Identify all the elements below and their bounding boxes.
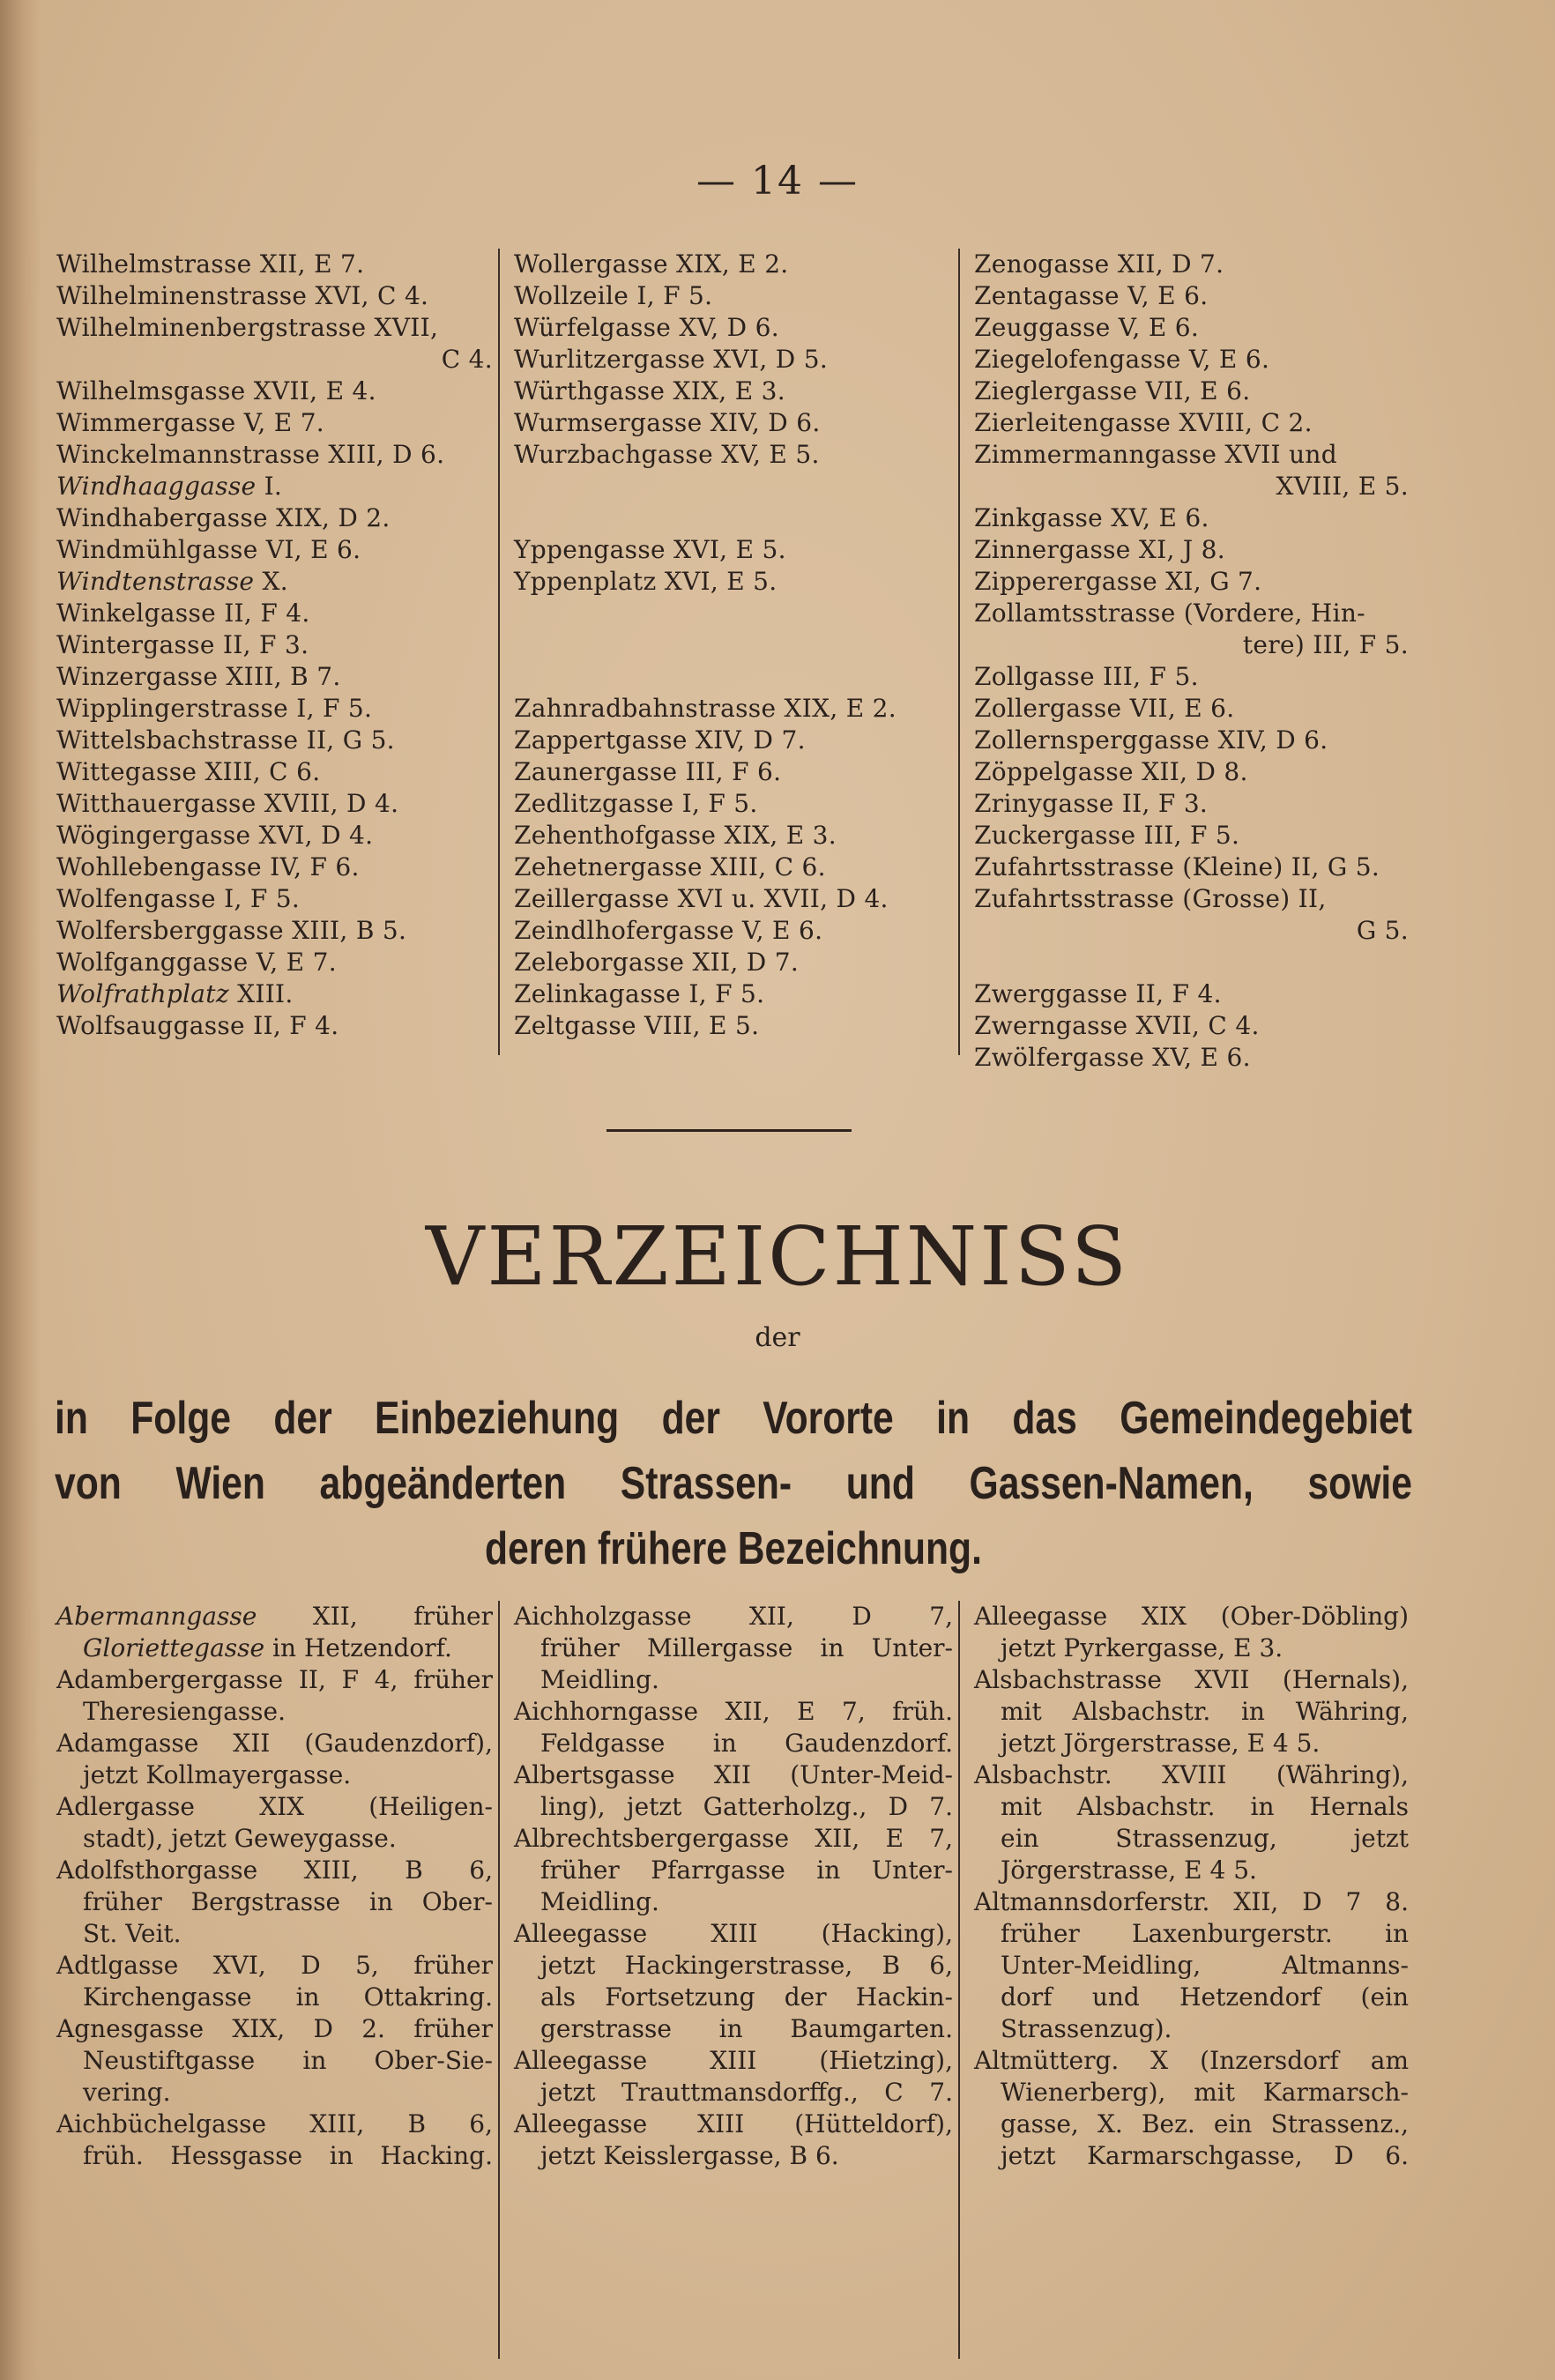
renamed-entry-line: mit Alsbachstr. in Hernals	[1001, 1792, 1409, 1821]
renamed-entry-line: St. Veit.	[83, 1919, 182, 1948]
renamed-entry-line: Agnesgasse XIX, D 2. früher	[56, 2014, 493, 2043]
index-entry: Windhabergasse XIX, D 2.	[56, 503, 391, 532]
renamed-entry-line: dorf und Hetzendorf (ein	[1001, 1982, 1409, 2012]
subtitle-line: deren frühere Bezeichnung.	[485, 1523, 982, 1574]
section-divider	[606, 1129, 852, 1132]
renamed-entry-line: Gloriettegasse in Hetzendorf.	[83, 1633, 452, 1662]
index-entry: C 4.	[441, 345, 493, 374]
renamed-entry-line: jetzt Kollmayergasse.	[83, 1760, 352, 1789]
index-entry: Zeuggasse V, E 6.	[974, 313, 1200, 342]
index-entry: Zufahrtsstrasse (Grosse) II,	[974, 884, 1327, 913]
renamed-entry-line: Theresiengasse.	[83, 1697, 286, 1726]
italic-street-name: Gloriettegasse	[83, 1633, 265, 1662]
renamed-entry-line: Aichhorngasse XII, E 7, früh.	[514, 1697, 953, 1726]
italic-street-name: Abermanngasse	[56, 1602, 257, 1631]
renamed-entry-line: Alleegasse XIII (Hütteldorf),	[514, 2109, 953, 2138]
index-entry: Yppengasse XVI, E 5.	[514, 535, 786, 564]
index-spacer	[514, 661, 953, 693]
index-entry: Wittegasse XIII, C 6.	[56, 757, 321, 786]
index-entry: Wimmergasse V, E 7.	[56, 408, 325, 437]
index-entry: Ziegelofengasse V, E 6.	[974, 345, 1270, 374]
renamed-entry-line: Adtlgasse XVI, D 5, früher	[56, 1951, 493, 1980]
renamed-entry-line: ling), jetzt Gatterholzg., D 7.	[540, 1792, 953, 1821]
renamed-entry-line: früher Pfarrgasse in Unter-	[540, 1856, 953, 1885]
index-spacer	[514, 629, 953, 661]
index-entry: Wurmsergasse XIV, D 6.	[514, 408, 821, 437]
index-entry: Zipperergasse XI, G 7.	[974, 567, 1262, 596]
subtitle-line: in Folge der Einbeziehung der Vororte in das Gemeindegebiet	[55, 1393, 1412, 1444]
renamed-entry-line: Alsbachstr. XVIII (Währing),	[974, 1760, 1409, 1789]
renamed-column-2	[498, 1601, 958, 2359]
renamed-entry-line: mit Alsbachstr. in Währing,	[1001, 1697, 1409, 1726]
section-subtitle	[55, 1386, 1412, 1581]
renamed-entry-line: Abermanngasse XII, früher	[56, 1602, 493, 1631]
index-entry: Zwerggasse II, F 4.	[974, 979, 1222, 1008]
index-entry: Yppenplatz XVI, E 5.	[514, 567, 778, 596]
renamed-entry-line: jetzt Karmarschgasse, D 6.	[1001, 2141, 1409, 2170]
index-entry: Wipplingerstrasse I, F 5.	[56, 694, 373, 723]
index-entry: Wollergasse XIX, E 2.	[514, 249, 789, 279]
index-entry: Zeillergasse XVI u. XVII, D 4.	[514, 884, 889, 913]
index-entry: Wögingergasse XVI, D 4.	[56, 821, 374, 850]
renamed-entry-line: jetzt Pyrkergasse, E 3.	[1001, 1633, 1283, 1662]
index-entry: Zedlitzgasse I, F 5.	[514, 789, 758, 818]
index-entry: Windtenstrasse X.	[56, 567, 288, 596]
index-entry: tere) III, F 5.	[1242, 630, 1409, 659]
index-entry: Wohllebengasse IV, F 6.	[56, 852, 360, 881]
page-number: — 14 —	[696, 159, 859, 204]
renamed-entry-line: Neustiftgasse in Ober-Sie-	[83, 2046, 493, 2075]
index-entry: Zierleitengasse XVIII, C 2.	[974, 408, 1313, 437]
index-entry: Wurlitzergasse XVI, D 5.	[514, 345, 829, 374]
index-entry: Zentagasse V, E 6.	[974, 281, 1209, 310]
italic-street-name: Wolfrathplatz	[56, 979, 229, 1008]
index-spacer	[514, 471, 953, 502]
renamed-entry-line: jetzt Jörgerstrasse, E 4 5.	[1001, 1729, 1321, 1758]
renamed-entry-line: ein Strassenzug, jetzt	[1001, 1824, 1409, 1853]
index-entry: Zehenthofgasse XIX, E 3.	[514, 821, 837, 850]
renamed-entry-line: Kirchengasse in Ottakring.	[83, 1982, 493, 2012]
renamed-entry-line: jetzt Trauttmansdorffg., C 7.	[540, 2078, 953, 2107]
index-entry: Witthauergasse XVIII, D 4.	[56, 789, 399, 818]
index-entry: Wolfrathplatz XIII.	[56, 979, 294, 1008]
renamed-entry-line: Adamgasse XII (Gaudenzdorf),	[56, 1729, 493, 1758]
renamed-entry-line: Unter-Meidling, Altmanns-	[1001, 1951, 1409, 1980]
index-entry: Winzergasse XIII, B 7.	[56, 662, 341, 691]
index-entry: Zollgasse III, F 5.	[974, 662, 1199, 691]
index-entry: Würthgasse XIX, E 3.	[514, 376, 785, 405]
section-title: VERZEICHNISS	[425, 1209, 1130, 1304]
index-entry: Wolfersberggasse XIII, B 5.	[56, 916, 407, 945]
renamed-entry-line: früher Laxenburgerstr. in	[1001, 1919, 1409, 1948]
renamed-entry-line: Wienerberg), mit Karmarsch-	[1001, 2078, 1409, 2107]
index-entry: Zrinygasse II, F 3.	[974, 789, 1209, 818]
index-entry: Zufahrtsstrasse (Kleine) II, G 5.	[974, 852, 1380, 881]
renamed-entry-line: Albertsgasse XII (Unter-Meid-	[514, 1760, 953, 1789]
index-entry: Wolfsauggasse II, F 4.	[56, 1011, 339, 1040]
index-entry: Winckelmannstrasse XIII, D 6.	[56, 440, 445, 469]
renamed-entry-line: Aichholzgasse XII, D 7,	[514, 1602, 953, 1631]
renamed-entry-line: gasse, X. Bez. ein Strassenz.,	[1001, 2109, 1409, 2138]
renamed-entry-line: Meidling.	[540, 1887, 659, 1916]
index-spacer	[514, 598, 953, 629]
index-entry: Wilhelmsgasse XVII, E 4.	[56, 376, 376, 405]
renamed-entry-line: gerstrasse in Baumgarten.	[540, 2014, 953, 2043]
index-entry: Wolfganggasse V, E 7.	[56, 948, 337, 977]
index-entry: Wittelsbachstrasse II, G 5.	[56, 725, 395, 755]
index-entry: Zahnradbahnstrasse XIX, E 2.	[514, 694, 897, 723]
renamed-entry-line: jetzt Keisslergasse, B 6.	[540, 2141, 839, 2170]
index-column-3	[958, 249, 1414, 1072]
renamed-entry-line: Alsbachstrasse XVII (Hernals),	[974, 1665, 1409, 1694]
index-entry: Zollergasse VII, E 6.	[974, 694, 1235, 723]
renamed-entry-line: Adlergasse XIX (Heiligen-	[56, 1792, 493, 1821]
index-entry: G 5.	[1356, 916, 1409, 945]
index-entry: Wilhelminenbergstrasse XVII,	[56, 313, 439, 342]
index-entry: Zelinkagasse I, F 5.	[514, 979, 765, 1008]
index-entry: Zaunergasse III, F 6.	[514, 757, 782, 786]
renamed-entry-line: Jörgerstrasse, E 4 5.	[1001, 1856, 1257, 1885]
renamed-entry-line: Altmütterg. X (Inzersdorf am	[974, 2046, 1409, 2075]
renamed-entry-line: Adambergergasse II, F 4, früher	[56, 1665, 493, 1694]
index-entry: Zeindlhofergasse V, E 6.	[514, 916, 823, 945]
italic-street-name: Windhaaggasse	[56, 472, 257, 501]
index-entry: Zeltgasse VIII, E 5.	[514, 1011, 760, 1040]
index-entry: Wintergasse II, F 3.	[56, 630, 309, 659]
renamed-entry-line: früher Millergasse in Unter-	[540, 1633, 953, 1662]
index-entry: XVIII, E 5.	[1276, 472, 1409, 501]
index-spacer	[514, 502, 953, 534]
index-entry: Wurzbachgasse XV, E 5.	[514, 440, 820, 469]
italic-street-name: Windtenstrasse	[56, 567, 255, 596]
index-entry: Zöppelgasse XII, D 8.	[974, 757, 1248, 786]
renamed-entry-line: Albrechtsbergergasse XII, E 7,	[514, 1824, 953, 1853]
index-entry: Zimmermanngasse XVII und	[974, 440, 1337, 469]
index-column-1	[53, 249, 498, 1055]
renamed-entry-line: Strassenzug).	[1001, 2014, 1172, 2043]
renamed-entry-line: Aichbüchelgasse XIII, B 6,	[56, 2109, 493, 2138]
index-entry: Zehetnergasse XIII, C 6.	[514, 852, 826, 881]
index-entry: Wilhelminenstrasse XVI, C 4.	[56, 281, 429, 310]
index-entry: Zwerngasse XVII, C 4.	[974, 1011, 1260, 1040]
index-entry: Windmühlgasse VI, E 6.	[56, 535, 361, 564]
index-column-2	[498, 249, 958, 1055]
index-entry: Wilhelmstrasse XII, E 7.	[56, 249, 365, 279]
renamed-entry-line: Adolfsthorgasse XIII, B 6,	[56, 1856, 493, 1885]
renamed-entry-line: Alleegasse XIII (Hietzing),	[514, 2046, 953, 2075]
index-entry: Zwölfergasse XV, E 6.	[974, 1043, 1251, 1072]
renamed-entry-line: stadt), jetzt Geweygasse.	[83, 1824, 397, 1853]
index-entry: Zollernsperggasse XIV, D 6.	[974, 725, 1328, 755]
section-title-connector: der	[755, 1322, 800, 1353]
renamed-entry-line: Altmannsdorferstr. XII, D 7 8.	[974, 1887, 1409, 1916]
index-entry: Zenogasse XII, D 7.	[974, 249, 1224, 279]
renamed-entry-line: vering.	[83, 2078, 171, 2107]
renamed-entry-line: früher Bergstrasse in Ober-	[83, 1887, 493, 1916]
renamed-entry-line: Feldgasse in Gaudenzdorf.	[540, 1729, 953, 1758]
index-entry: Wolfengasse I, F 5.	[56, 884, 301, 913]
index-entry: Zieglergasse VII, E 6.	[974, 376, 1251, 405]
renamed-entry-line: Alleegasse XIII (Hacking),	[514, 1919, 953, 1948]
index-entry: Würfelgasse XV, D 6.	[514, 313, 779, 342]
index-entry: Zinkgasse XV, E 6.	[974, 503, 1209, 532]
index-entry: Zuckergasse III, F 5.	[974, 821, 1240, 850]
index-entry: Zollamtsstrasse (Vordere, Hin-	[974, 599, 1365, 628]
renamed-entry-line: früh. Hessgasse in Hacking.	[83, 2141, 493, 2170]
index-entry: Zappertgasse XIV, D 7.	[514, 725, 806, 755]
renamed-column-1	[53, 1601, 498, 2359]
index-entry: Zeleborgasse XII, D 7.	[514, 948, 800, 977]
index-entry: Winkelgasse II, F 4.	[56, 599, 310, 628]
index-spacer	[974, 947, 1409, 978]
renamed-streets-columns	[53, 1601, 1414, 2359]
renamed-entry-line: Alleegasse XIX (Ober-Döbling)	[974, 1602, 1409, 1631]
page-edge-shade	[0, 0, 41, 2380]
renamed-entry-line: jetzt Hackingerstrasse, B 6,	[540, 1951, 953, 1980]
index-entry: Wollzeile I, F 5.	[514, 281, 713, 310]
renamed-entry-line: Meidling.	[540, 1665, 659, 1694]
renamed-entry-line: als Fortsetzung der Hackin-	[540, 1982, 953, 2012]
subtitle-line: von Wien abgeänderten Strassen- und Gassen-Namen, sowie	[55, 1458, 1412, 1509]
index-entry: Zinnergasse XI, J 8.	[974, 535, 1225, 564]
street-index-columns	[53, 249, 1414, 1072]
index-entry: Windhaaggasse I.	[56, 472, 283, 501]
renamed-column-3	[958, 1601, 1414, 2359]
